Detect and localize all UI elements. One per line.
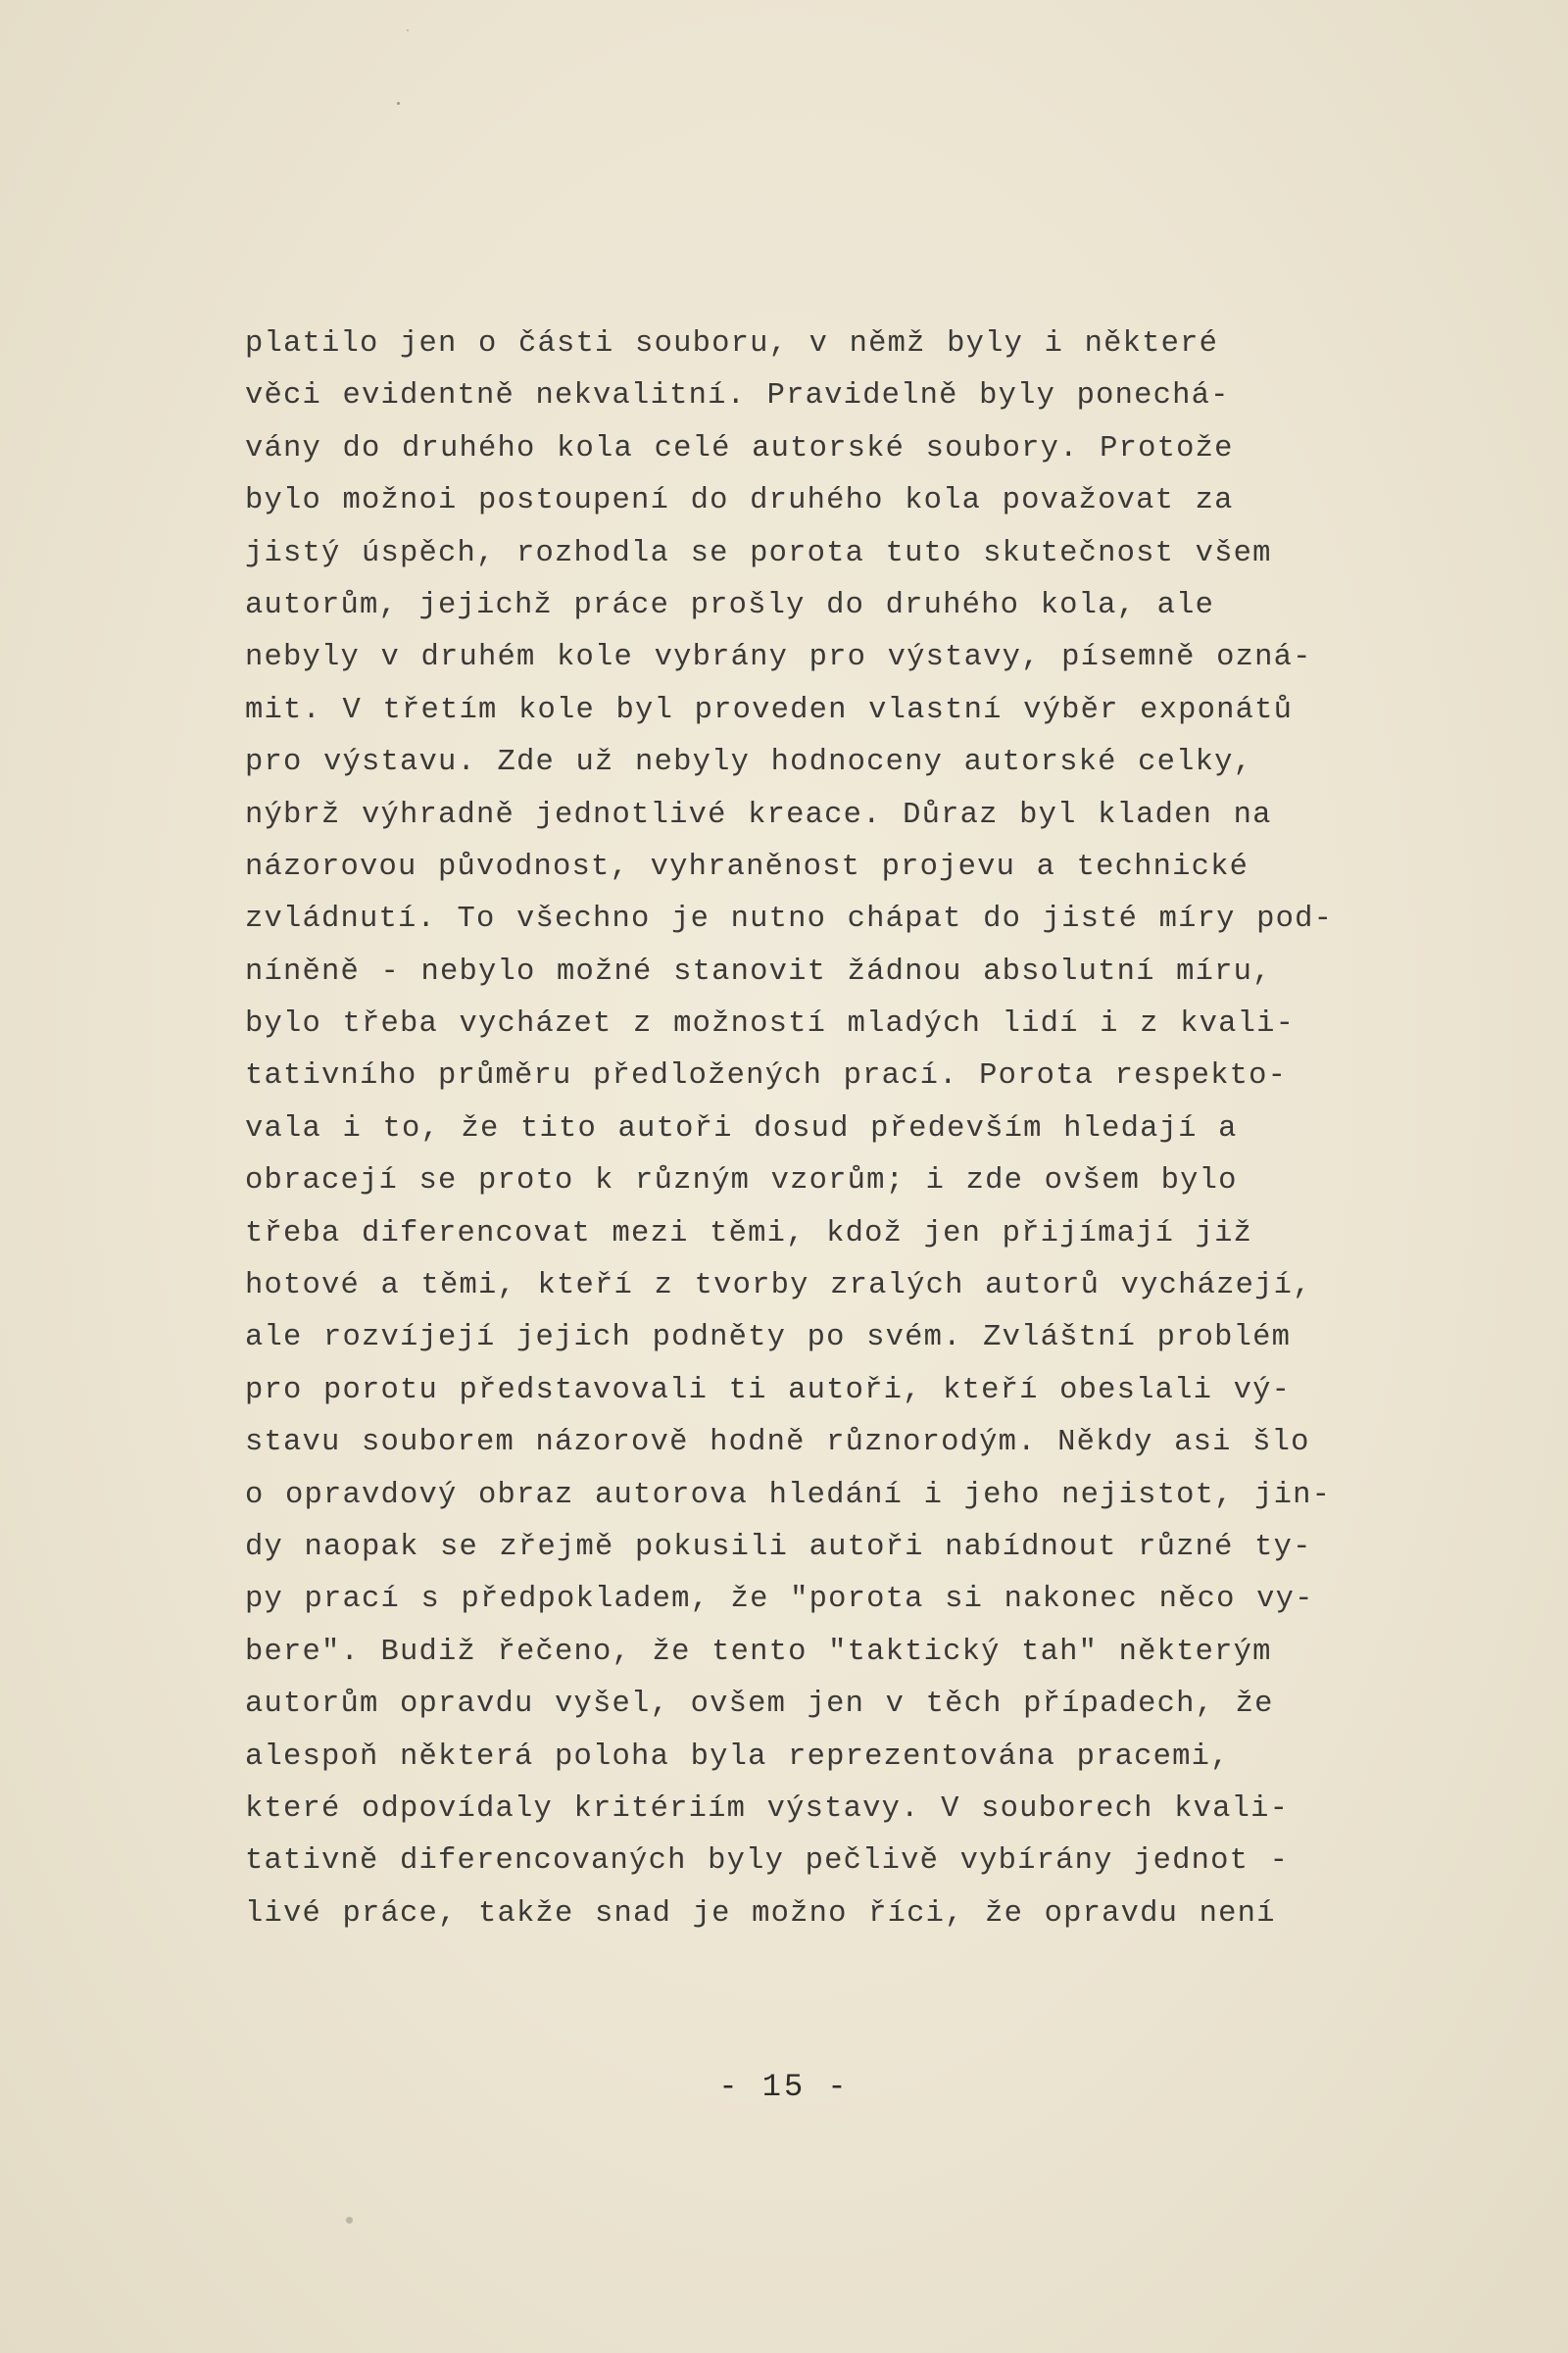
- paper-speck: [397, 102, 400, 105]
- text-line: alespoň některá poloha byla reprezentována pracemi,: [245, 1740, 1230, 1774]
- text-line: mit. V třetím kole byl proveden vlastní výběr exponátů: [245, 693, 1294, 727]
- text-line: hotové a těmi, kteří z tvorby zralých autorů vycházejí,: [245, 1269, 1312, 1303]
- text-line: které odpovídaly kritériím výstavy. V souborech kvali-: [245, 1791, 1290, 1826]
- text-line: názorovou původnost, vyhraněnost projevu a technické: [245, 850, 1250, 884]
- text-line: nýbrž výhradně jednotlivé kreace. Důraz byl kladen na: [245, 798, 1272, 832]
- text-line: tativního průměru předložených prací. Porota respekto-: [245, 1059, 1288, 1094]
- text-line: pro porotu představovali ti autoři, kteří obeslali vý-: [245, 1373, 1292, 1407]
- text-line: vány do druhého kola celé autorské soubory. Protože: [245, 431, 1234, 466]
- text-line: zvládnutí. To všechno je nutno chápat do jisté míry pod-: [245, 903, 1334, 937]
- page-number: - 15 -: [718, 2069, 850, 2105]
- text-line: věci evidentně nekvalitní. Pravidelně byly ponechá-: [245, 379, 1230, 414]
- text-line: vala i to, že tito autoři dosud především hledají a: [245, 1111, 1238, 1146]
- text-line: tativně diferencovaných byly pečlivě vybírány jednot -: [245, 1844, 1290, 1879]
- text-line: dy naopak se zřejmě pokusili autoři nabídnout různé ty-: [245, 1530, 1312, 1564]
- text-line: livé práce, takže snad je možno říci, že opravdu není: [245, 1896, 1276, 1931]
- text-line: pro výstavu. Zde už nebyly hodnoceny autorské celky,: [245, 746, 1253, 780]
- text-line: autorům, jejichž práce prošly do druhého kola, ale: [245, 588, 1215, 622]
- text-line: nebyly v druhém kole vybrány pro výstavy, písemně ozná-: [245, 641, 1312, 675]
- text-line: autorům opravdu vyšel, ovšem jen v těch případech, že: [245, 1688, 1274, 1722]
- text-line: jistý úspěch, rozhodla se porota tuto skutečnost všem: [245, 536, 1272, 570]
- text-line: platilo jen o části souboru, v němž byly i některé: [245, 327, 1219, 361]
- text-line: stavu souborem názorově hodně různorodým. Někdy asi šlo: [245, 1426, 1310, 1460]
- text-line: bylo možnoi postoupení do druhého kola považovat za: [245, 484, 1234, 518]
- text-line: třeba diferencovat mezi těmi, kdož jen přijímají již: [245, 1216, 1253, 1250]
- text-line: bere". Budiž řečeno, že tento "taktický tah" některým: [245, 1635, 1272, 1669]
- paper-speck: [407, 29, 409, 31]
- text-line: bylo třeba vycházet z možností mladých lidí i z kvali-: [245, 1007, 1296, 1042]
- paper-speck: [346, 2217, 353, 2224]
- text-line: ale rozvíjejí jejich podněty po svém. Zvláštní problém: [245, 1321, 1292, 1355]
- text-line: níněně - nebylo možné stanovit žádnou absolutní míru,: [245, 955, 1272, 989]
- text-line: py prací s předpokladem, že "porota si nakonec něco vy-: [245, 1583, 1314, 1617]
- text-line: o opravdový obraz autorova hledání i jeho nejistot, jin-: [245, 1478, 1332, 1512]
- body-text: [245, 319, 1460, 1940]
- text-line: obracejí se proto k různým vzorům; i zde ovšem bylo: [245, 1164, 1238, 1199]
